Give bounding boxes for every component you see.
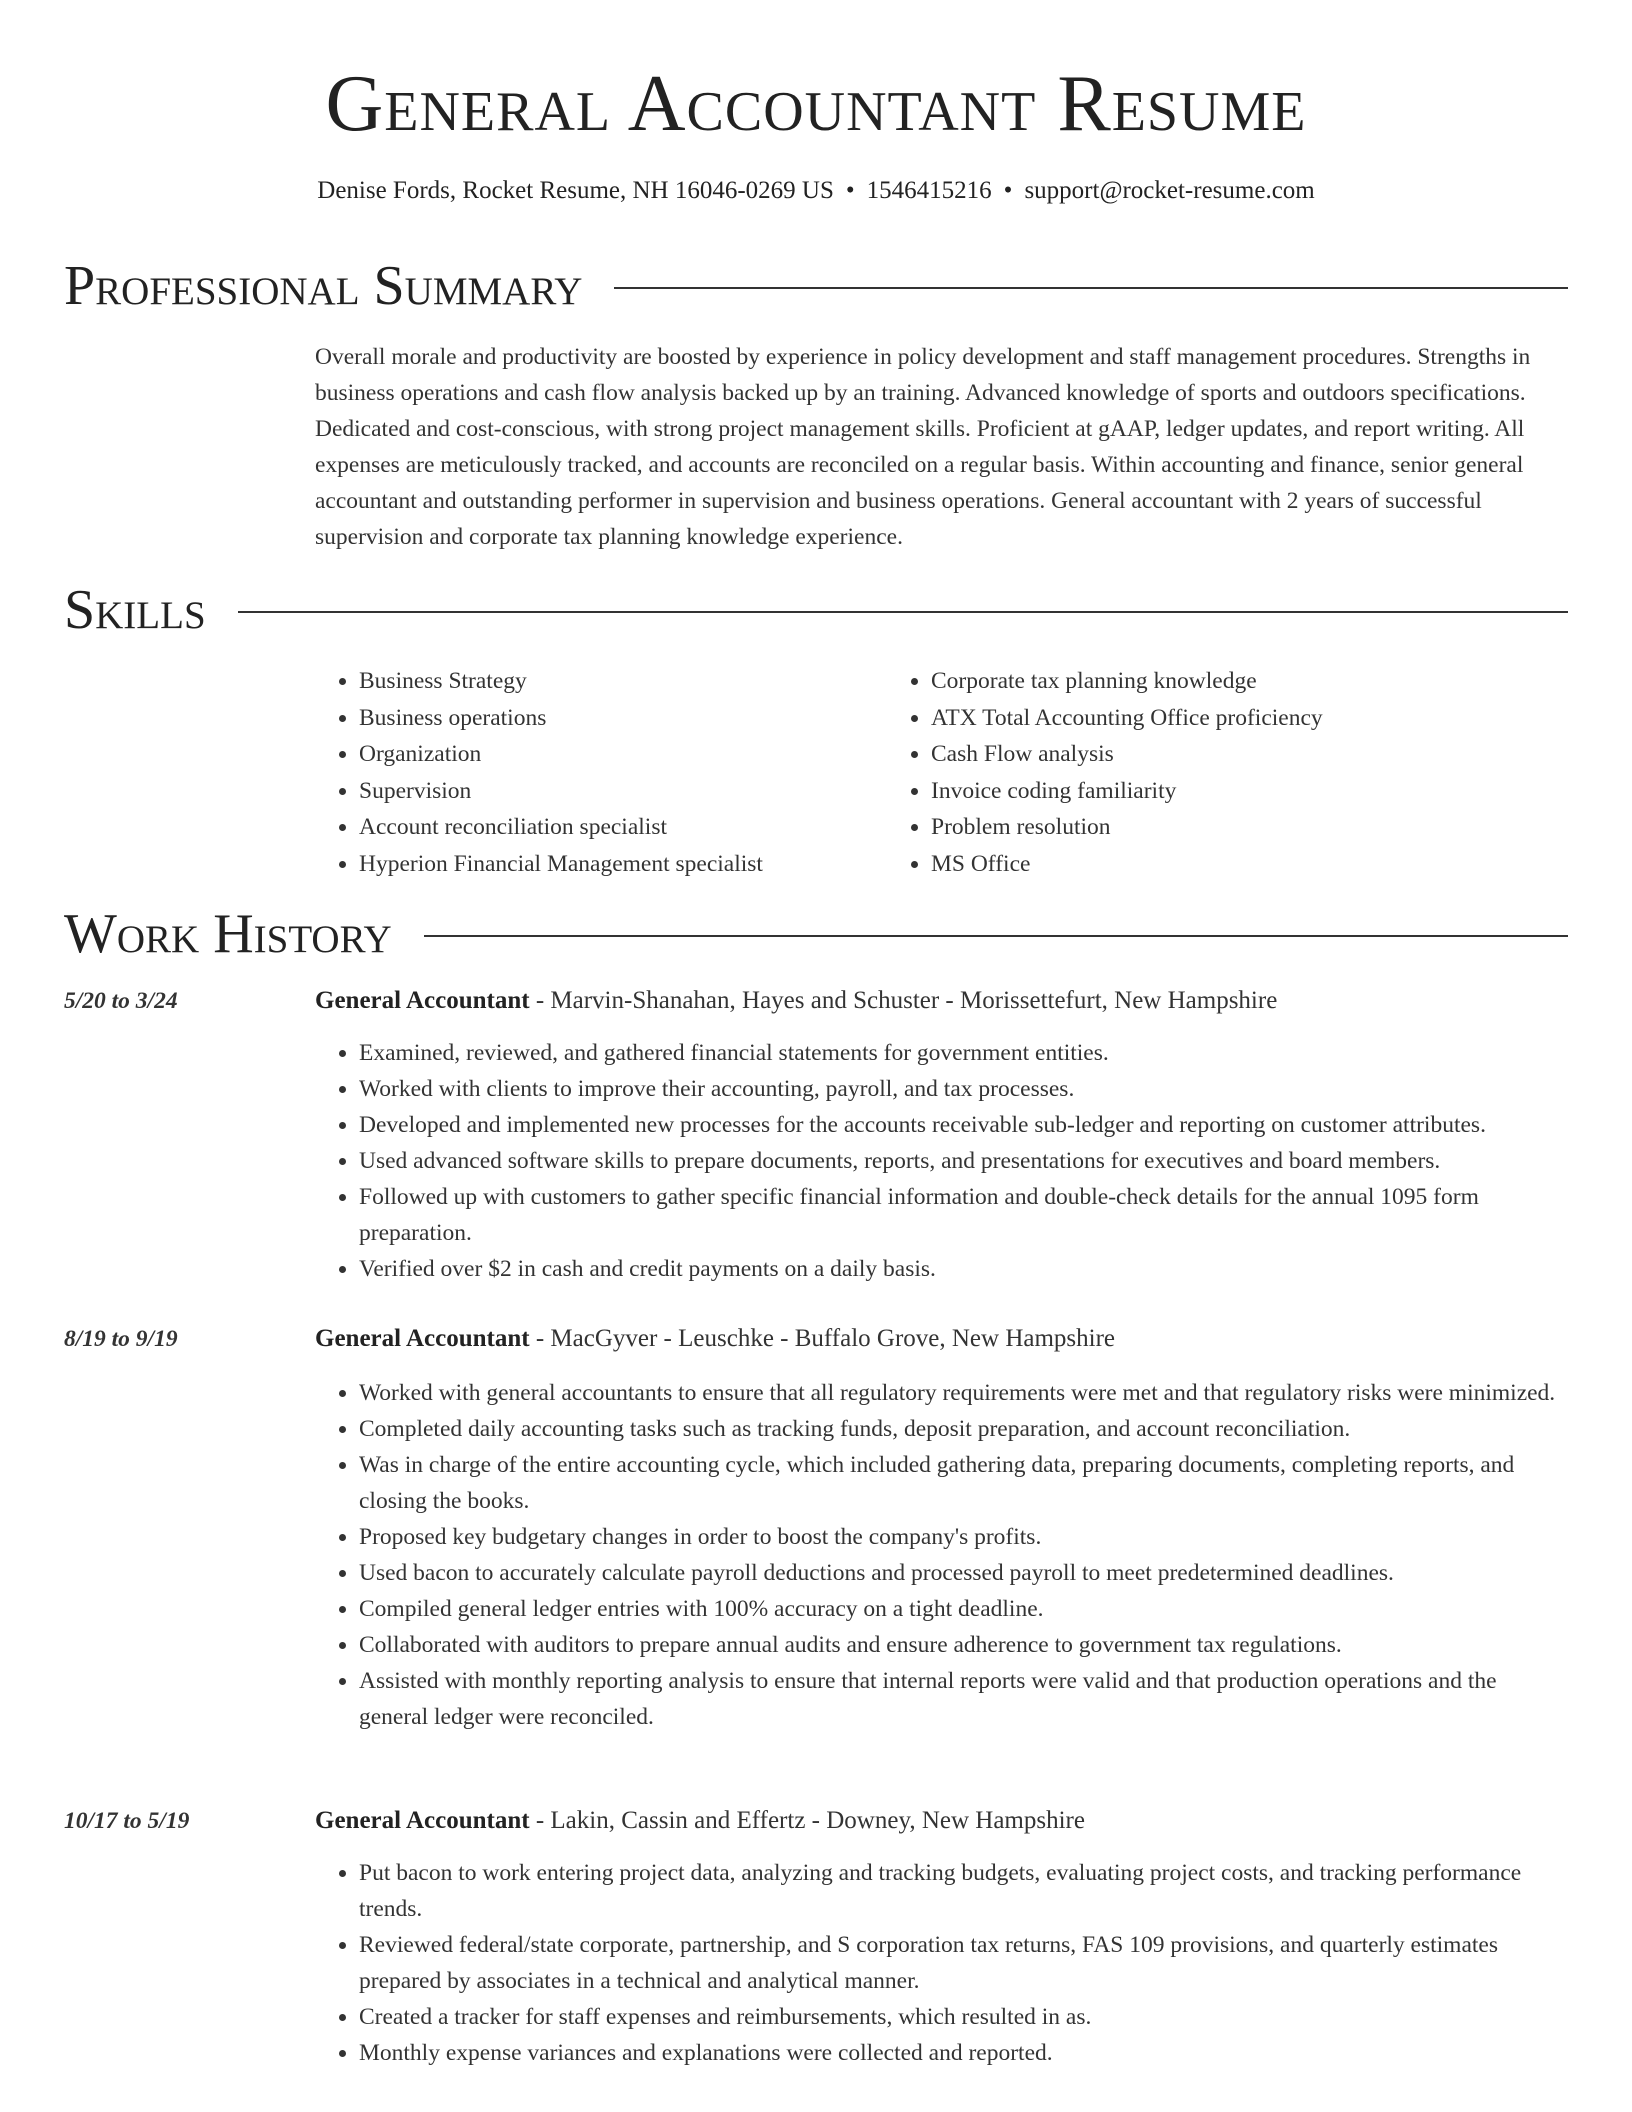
skill-item: • Business operations — [359, 700, 887, 737]
skills-list — [315, 663, 1568, 882]
section-divider — [238, 611, 1568, 613]
job-bullet: • Monthly expense variances and explanations were collected and reported. — [359, 2035, 1568, 2071]
job-employer: - Lakin, Cassin and Effertz - Downey, New Hampshire — [529, 1807, 1085, 1834]
job-bullet: • Collaborated with auditors to prepare annual audits and ensure adherence to government tax regulations. — [359, 1627, 1568, 1663]
job-dates: 5/20 to 3/24 — [64, 988, 178, 1014]
section-divider — [424, 935, 1568, 937]
page-title: General Accountant Resume — [325, 60, 1307, 148]
job-bullet: • Used advanced software skills to prepare documents, reports, and presentations for executives and board members. — [359, 1143, 1568, 1179]
skill-item: • Hyperion Financial Management specialist — [359, 846, 887, 883]
job-bullet: • Completed daily accounting tasks such as tracking funds, deposit preparation, and account reconciliation. — [359, 1411, 1568, 1447]
job-bullets — [315, 1375, 1568, 1735]
job-bullet: • Used bacon to accurately calculate payroll deductions and processed payroll to meet predetermined deadlines. — [359, 1555, 1568, 1591]
contact-phone: 1546415216 — [866, 177, 992, 204]
contact-line — [0, 174, 1632, 208]
job-title: General Accountant — [315, 1325, 530, 1352]
skill-item: • Organization — [359, 736, 887, 773]
job-bullet: • Proposed key budgetary changes in order to boost the company's profits. — [359, 1519, 1568, 1555]
skill-item: • MS Office — [931, 846, 1459, 883]
skills-column-left — [315, 663, 887, 882]
skill-item: • ATX Total Accounting Office proficiency — [931, 700, 1459, 737]
job-title: General Accountant — [315, 987, 530, 1014]
skill-item: • Invoice coding familiarity — [931, 773, 1459, 810]
job-employer: - MacGyver - Leuschke - Buffalo Grove, New Hampshire — [529, 1325, 1116, 1352]
skill-item: • Account reconciliation specialist — [359, 809, 887, 846]
separator-dot: • — [1003, 177, 1013, 204]
skills-section-header — [64, 580, 1568, 640]
job-dates: 10/17 to 5/19 — [64, 1808, 190, 1834]
job-bullet: • Developed and implemented new processes for the accounts receivable sub-ledger and reporting on customer attributes. — [359, 1107, 1568, 1143]
job-header — [315, 1803, 1568, 1839]
work-heading: Work History — [64, 903, 392, 965]
job-bullet: • Examined, reviewed, and gathered financial statements for government entities. — [359, 1035, 1568, 1071]
skill-item: • Business Strategy — [359, 663, 887, 700]
job-bullet: • Assisted with monthly reporting analysis to ensure that internal reports were valid and that production operations and the general ledger were reconciled. — [359, 1663, 1568, 1735]
skill-item: • Cash Flow analysis — [931, 736, 1459, 773]
separator-dot: • — [845, 177, 855, 204]
job-bullet: • Followed up with customers to gather specific financial information and double-check details for the annual 1095 form preparation. — [359, 1179, 1568, 1251]
summary-heading: Professional Summary — [64, 255, 583, 317]
job-header — [315, 1321, 1568, 1357]
skill-item: • Supervision — [359, 773, 887, 810]
job-employer: - Marvin-Shanahan, Hayes and Schuster - Morissettefurt, New Hampshire — [529, 987, 1278, 1014]
job-bullet: • Created a tracker for staff expenses and reimbursements, which resulted in as. — [359, 1999, 1568, 2035]
section-divider — [614, 287, 1568, 289]
skills-heading: Skills — [64, 579, 206, 641]
job-bullet: • Worked with general accountants to ensure that all regulatory requirements were met and that regulatory risks were minimized. — [359, 1375, 1568, 1411]
job-bullet: • Was in charge of the entire accounting cycle, which included gathering data, preparing documents, completing reports, and closing the books. — [359, 1447, 1568, 1519]
job-bullet: • Reviewed federal/state corporate, partnership, and S corporation tax returns, FAS 109 provisions, and quarterly estimates prepared by associates in a technical and analytical manner. — [359, 1927, 1568, 1999]
job-bullet: • Worked with clients to improve their accounting, payroll, and tax processes. — [359, 1071, 1568, 1107]
skill-item: • Corporate tax planning knowledge — [931, 663, 1459, 700]
skill-item: • Problem resolution — [931, 809, 1459, 846]
summary-text: Overall morale and productivity are boosted by experience in policy development and staff management procedures. Strengths in business operations and cash flow analysis backed up by an training. Advanced knowledge of sports and outdoors specifications. Dedicated and cost-conscious, with strong project management skills. Proficient at gAAP, ledger updates, and report writing. All expenses are meticulously tracked, and accounts are reconciled on a regular basis. Within accounting and finance, senior general accountant and outstanding performer in supervision and business operations. General accountant with 2 years of successful supervision and corporate tax planning knowledge experience. — [315, 344, 1531, 550]
job-dates: 8/19 to 9/19 — [64, 1326, 178, 1352]
job-bullet: • Verified over $2 in cash and credit payments on a daily basis. — [359, 1251, 1568, 1287]
job-title: General Accountant — [315, 1807, 530, 1834]
job-bullet: • Compiled general ledger entries with 100% accuracy on a tight deadline. — [359, 1591, 1568, 1627]
job-bullets — [315, 1035, 1568, 1287]
job-bullet: • Put bacon to work entering project data, analyzing and tracking budgets, evaluating project costs, and tracking performance trends. — [359, 1855, 1568, 1927]
contact-email: support@rocket-resume.com — [1024, 177, 1315, 204]
work-section-header — [64, 904, 1568, 964]
job-header — [315, 983, 1568, 1019]
contact-address: Denise Fords, Rocket Resume, NH 16046-0269 US — [317, 177, 834, 204]
summary-section-header — [64, 256, 1568, 316]
job-bullets — [315, 1855, 1568, 2071]
skills-column-right — [887, 663, 1459, 882]
